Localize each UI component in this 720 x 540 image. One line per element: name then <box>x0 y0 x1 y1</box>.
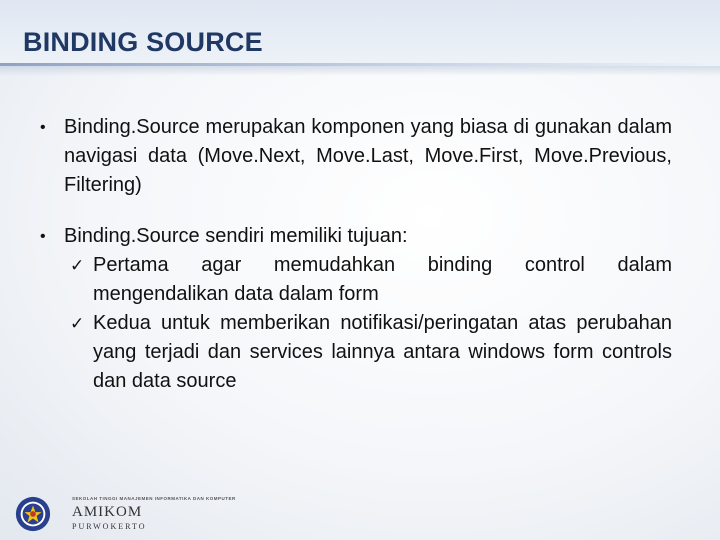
title-divider <box>0 66 720 76</box>
slide-title: BINDING SOURCE <box>23 27 263 57</box>
logo-city: PURWOKERTO <box>72 522 147 531</box>
bullet-marker: • <box>40 119 46 136</box>
check-icon: ✓ <box>70 256 85 275</box>
bullet-text: Binding.Source sendiri memiliki tujuan: <box>64 225 408 247</box>
logo-institution-text: SEKOLAH TINGGI MANAJEMEN INFORMATIKA DAN KOMPUTER <box>72 496 236 501</box>
logo-name: AMIKOM <box>72 504 143 520</box>
bullet-item <box>40 222 672 396</box>
sub-list <box>64 251 672 396</box>
sub-item-text: Pertama agar memudahkan binding control dalam mengendalikan data dalam form <box>93 254 672 305</box>
bullet-marker: • <box>40 228 46 245</box>
sub-item-text: Kedua untuk memberikan notifikasi/peringatan atas perubahan yang terjadi dan services lainnya antara windows form controls dan data source <box>93 312 672 392</box>
bullet-item <box>40 113 672 200</box>
amikom-logo <box>10 492 236 536</box>
slide-content <box>40 113 672 396</box>
seal-icon <box>14 495 52 533</box>
sub-item <box>64 309 672 396</box>
bullet-text: Binding.Source merupakan komponen yang biasa di gunakan dalam navigasi data (Move.Next, Move.Last, Move.First, Move.Previous, Filtering) <box>64 116 672 196</box>
check-icon: ✓ <box>70 314 85 333</box>
sub-item <box>64 251 672 309</box>
